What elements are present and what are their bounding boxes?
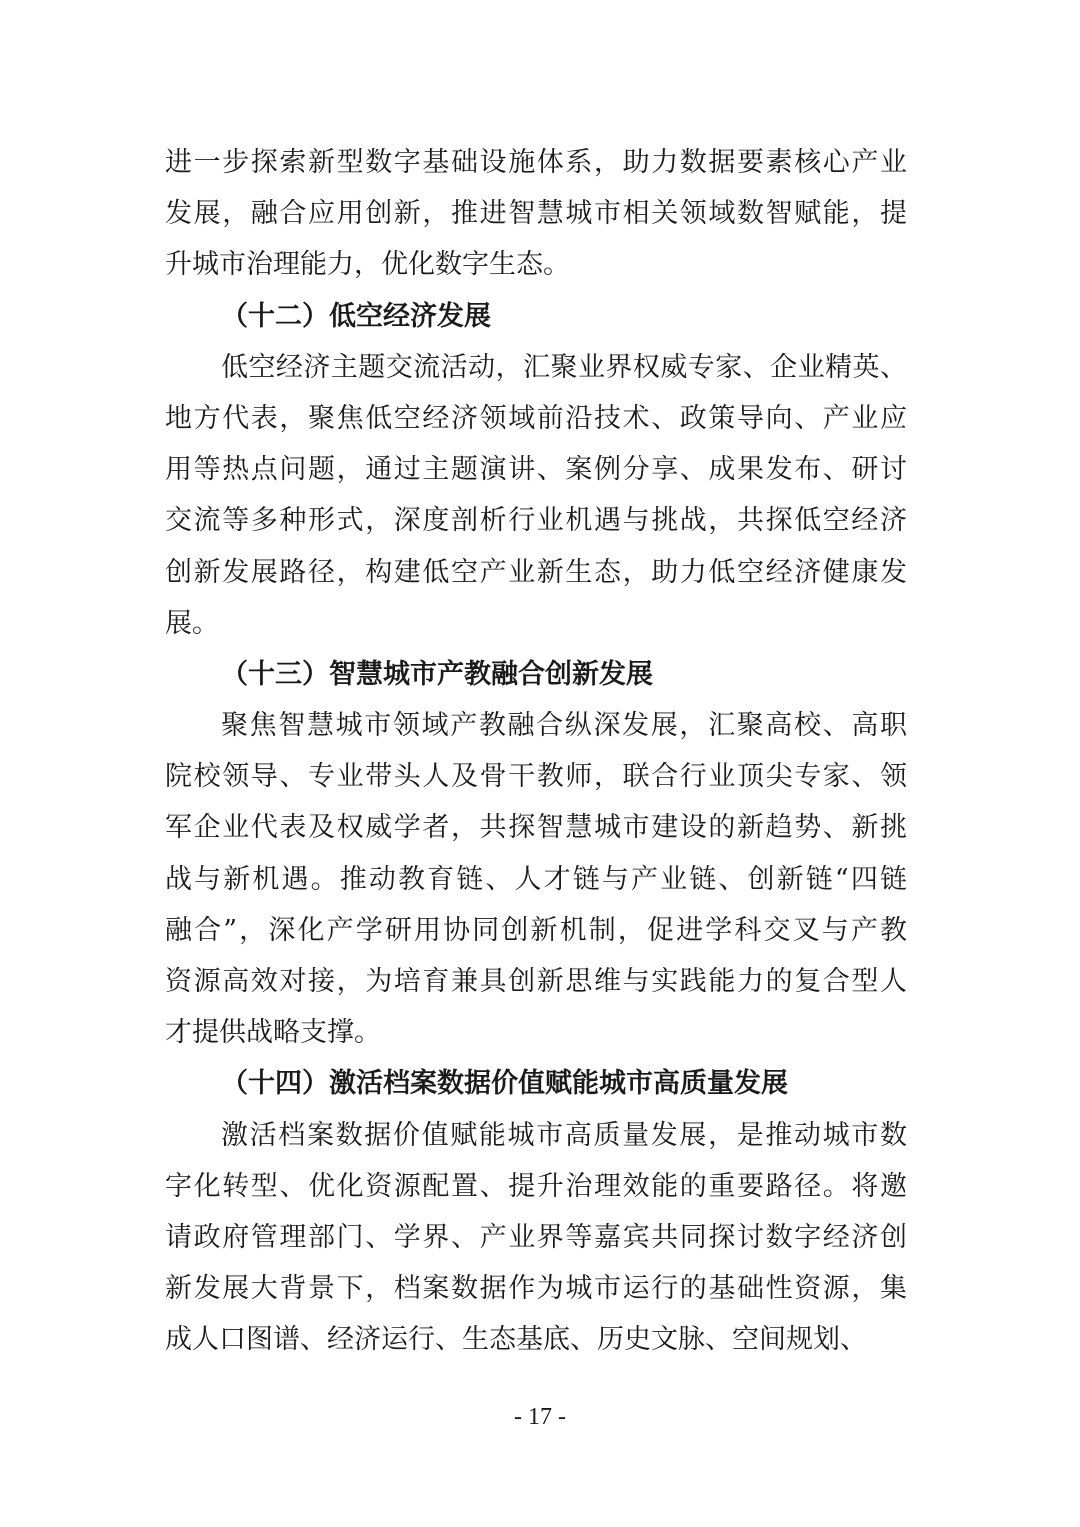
paragraph-line: 展。 [165,607,219,639]
paragraph-line: 创新发展路径，构建低空产业新生态，助力低空经济健康发 [165,556,907,588]
paragraph-line: 成人口图谱、经济运行、生态基底、历史文脉、空间规划、 [165,1324,867,1356]
paragraph [165,700,907,1058]
paragraph-line: 地方代表，聚焦低空经济领域前沿技术、政策导向、产业应 [165,402,907,434]
paragraph [165,137,907,291]
paragraph-line: 激活档案数据价值赋能城市高质量发展，是推动城市数 [221,1119,907,1151]
section-heading: （十二）低空经济发展 [221,300,491,332]
paragraph-line: 发展，融合应用创新，推进智慧城市相关领域数智赋能，提 [165,198,907,230]
paragraph-line: 请政府管理部门、学界、产业界等嘉宾共同探讨数字经济创 [165,1221,907,1253]
paragraph-line: 低空经济主题交流活动，汇聚业界权威专家、企业精英、 [221,351,907,383]
section-heading: （十三）智慧城市产教融合创新发展 [221,658,653,690]
paragraph-line: 用等热点问题，通过主题演讲、案例分享、成果发布、研讨 [165,454,907,486]
paragraph-line: 交流等多种形式，深度剖析行业机遇与挑战，共探低空经济 [165,505,907,537]
page-number: - 17 - [514,1404,566,1430]
paragraph-line: 进一步探索新型数字基础设施体系，助力数据要素核心产业 [165,147,907,178]
paragraph [165,1110,907,1366]
paragraph-line: 才提供战略支撑。 [165,1017,381,1049]
paragraph-line: 新发展大背景下，档案数据作为城市运行的基础性资源，集 [165,1273,907,1305]
document-body [165,137,907,1366]
paragraph-line: 升城市治理能力，优化数字生态。 [165,249,570,281]
paragraph-line: 战与新机遇。推动教育链、人才链与产业链、创新链“四链 [165,863,907,895]
paragraph-line: 院校领导、专业带头人及骨干教师，联合行业顶尖专家、领 [165,761,907,793]
paragraph-line: 资源高效对接，为培育兼具创新思维与实践能力的复合型人 [165,966,907,997]
paragraph [165,342,907,649]
paragraph-line: 军企业代表及权威学者，共探智慧城市建设的新趋势、新挑 [165,812,907,844]
paragraph-line: 聚焦智慧城市领域产教融合纵深发展，汇聚高校、高职 [221,710,907,742]
paragraph-line: 融合”，深化产学研用协同创新机制，促进学科交叉与产教 [165,914,907,946]
paragraph-line: 字化转型、优化资源配置、提升治理效能的重要路径。将邀 [165,1170,907,1202]
section-heading: （十四）激活档案数据价值赋能城市高质量发展 [221,1068,788,1100]
